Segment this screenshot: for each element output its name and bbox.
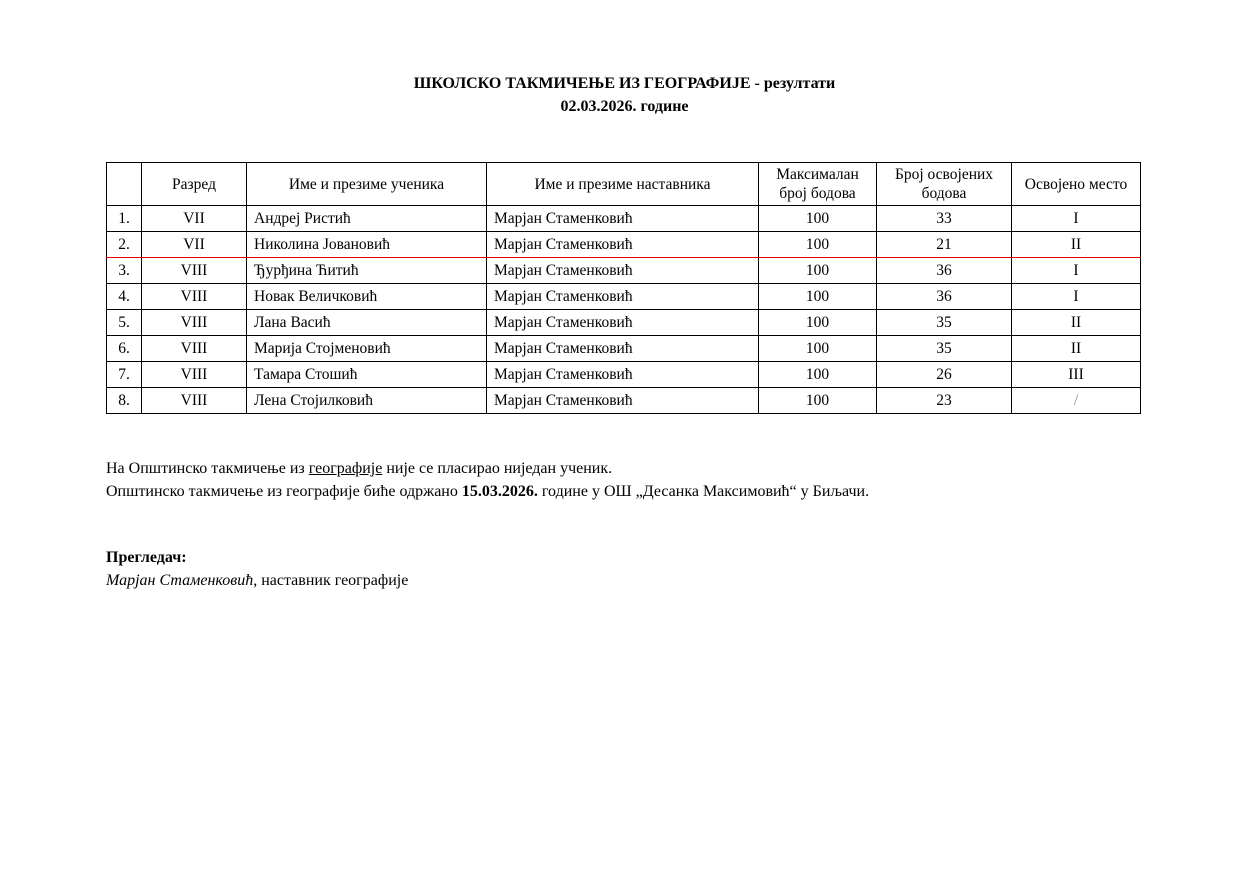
note-1-a: На Општинско такмичење из [106, 460, 309, 477]
cell-teacher-name: Марјан Стаменковић [487, 232, 759, 258]
cell-place: I [1012, 258, 1141, 284]
cell-max-points: 100 [759, 362, 877, 388]
cell-row-number: 5. [107, 310, 142, 336]
cell-points: 23 [877, 388, 1012, 414]
col-number [107, 163, 142, 206]
reviewer-role: , наставник географије [253, 572, 409, 589]
cell-row-number: 6. [107, 336, 142, 362]
header-row [107, 163, 1141, 206]
cell-grade: VIII [142, 362, 247, 388]
cell-points: 33 [877, 206, 1012, 232]
document-date: 02.03.2026. године [560, 98, 689, 115]
col-grade: Разред [142, 163, 247, 206]
note-2 [106, 483, 869, 501]
cell-student-name: Лана Васић [247, 310, 487, 336]
cell-points: 35 [877, 310, 1012, 336]
cell-grade: VIII [142, 388, 247, 414]
cell-place: II [1012, 310, 1141, 336]
cell-teacher-name: Марјан Стаменковић [487, 258, 759, 284]
cell-grade: VIII [142, 284, 247, 310]
cell-teacher-name: Марјан Стаменковић [487, 284, 759, 310]
table-row [107, 284, 1141, 310]
col-place: Освојено место [1012, 163, 1141, 206]
note-1 [106, 460, 612, 478]
cell-max-points: 100 [759, 388, 877, 414]
cell-points: 21 [877, 232, 1012, 258]
cell-teacher-name: Марјан Стаменковић [487, 362, 759, 388]
note-1-c: није се пласирао ниједан ученик. [382, 460, 613, 477]
results-table [106, 162, 1141, 414]
cell-points: 35 [877, 336, 1012, 362]
cell-place: II [1012, 336, 1141, 362]
cell-grade: VIII [142, 336, 247, 362]
col-max-points: Максималан број бодова [759, 163, 877, 206]
cell-student-name: Николина Јовановић [247, 232, 487, 258]
cell-student-name: Новак Величковић [247, 284, 487, 310]
cell-place: III [1012, 362, 1141, 388]
col-points: Број освојених бодова [877, 163, 1012, 206]
cell-teacher-name: Марјан Стаменковић [487, 388, 759, 414]
note-1-underlined: географије [308, 460, 383, 477]
cell-row-number: 3. [107, 258, 142, 284]
note-2-c: године у ОШ „Десанка Максимовић“ у Биљачи. [537, 483, 870, 500]
table-row [107, 362, 1141, 388]
cell-row-number: 4. [107, 284, 142, 310]
cell-teacher-name: Марјан Стаменковић [487, 206, 759, 232]
cell-max-points: 100 [759, 284, 877, 310]
cell-max-points: 100 [759, 336, 877, 362]
cell-max-points: 100 [759, 206, 877, 232]
col-student: Име и презиме ученика [247, 163, 487, 206]
table-row [107, 336, 1141, 362]
cell-grade: VII [142, 232, 247, 258]
table-row [107, 310, 1141, 336]
col-teacher: Име и презиме наставника [487, 163, 759, 206]
cell-grade: VIII [142, 310, 247, 336]
cell-student-name: Тамара Стошић [247, 362, 487, 388]
cell-max-points: 100 [759, 232, 877, 258]
cell-row-number: 2. [107, 232, 142, 258]
table-row [107, 258, 1141, 284]
note-2-date: 15.03.2026. [461, 483, 538, 500]
cell-student-name: Марија Стојменовић [247, 336, 487, 362]
cell-place: I [1012, 206, 1141, 232]
title-main: ШКОЛСКО ТАКМИЧЕЊЕ ИЗ ГЕОГРАФИЈЕ [413, 75, 751, 92]
cell-grade: VIII [142, 258, 247, 284]
cell-student-name: Андреј Ристић [247, 206, 487, 232]
cell-max-points: 100 [759, 310, 877, 336]
cell-grade: VII [142, 206, 247, 232]
cell-place: II [1012, 232, 1141, 258]
cell-student-name: Ђурђина Ћитић [247, 258, 487, 284]
cell-row-number: 1. [107, 206, 142, 232]
title-suffix: - резултати [750, 75, 836, 92]
cell-student-name: Лена Стојилковић [247, 388, 487, 414]
cell-teacher-name: Марјан Стаменковић [487, 336, 759, 362]
cell-place: I [1012, 284, 1141, 310]
table-row [107, 388, 1141, 414]
document-title [0, 75, 1249, 93]
cell-teacher-name: Марјан Стаменковић [487, 310, 759, 336]
cell-place: / [1012, 388, 1141, 414]
reviewer-name: Марјан Стаменковић [106, 572, 254, 589]
cell-points: 36 [877, 284, 1012, 310]
cell-points: 36 [877, 258, 1012, 284]
note-2-a: Општинско такмичење из географије биће одржано [106, 483, 462, 500]
cell-row-number: 8. [107, 388, 142, 414]
table-row [107, 206, 1141, 232]
reviewer-label: Прегледач: [106, 549, 187, 566]
table-row [107, 232, 1141, 258]
cell-max-points: 100 [759, 258, 877, 284]
cell-points: 26 [877, 362, 1012, 388]
cell-row-number: 7. [107, 362, 142, 388]
reviewer [106, 572, 408, 590]
